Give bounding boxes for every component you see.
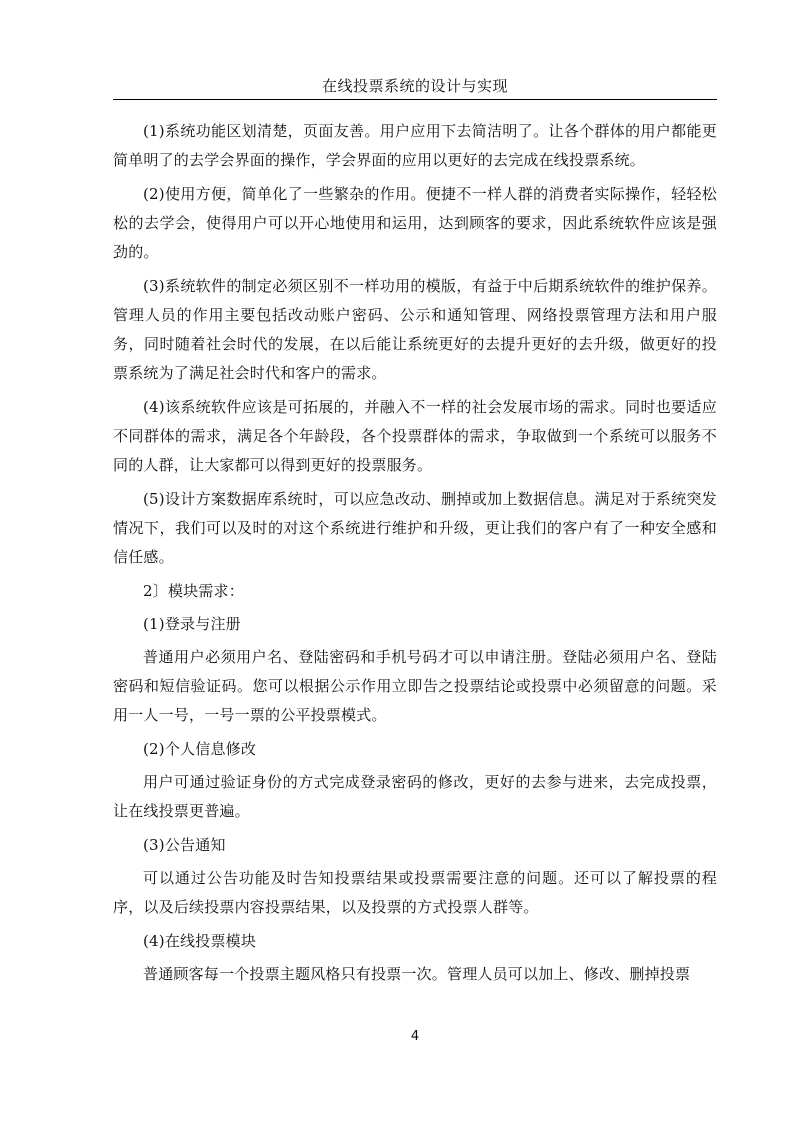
paragraph-req-4: (4)该系统软件应该是可拓展的，并融入不一样的社会发展市场的需求。同时也要适应不同群体的需求，满足各个年龄段，各个投票群体的需求，争取做到一个系统可以服务不同的人群，让大家都可以得到更好的投票服务。 [113,398,717,474]
paragraph-login-register: 普通用户必须用户名、登陆密码和手机号码才可以申请注册。登陆必须用户名、登陆密码和短信验证码。您可以根据公示作用立即告之投票结论或投票中必须留意的问题。采用一人一号，一号一票的公平投票模式。 [113,648,717,724]
page-number: 4 [410,1029,420,1044]
paragraph-req-5: (5)设计方案数据库系统时，可以应急改动、删掉或加上数据信息。满足对于系统突发情况下，我们可以及时的对这个系统进行维护和升级，更让我们的客户有了一种安全感和信任感。 [113,490,717,566]
paragraph-req-3: (3)系统软件的制定必须区别不一样功用的模版，有益于中后期系统软件的维护保养。管理人员的作用主要包括改动账户密码、公示和通知管理、网络投票管理方法和用户服务，同时随着社会时代的发展，在以后能让系统更好的去提升更好的去升级，做更好的投票系统为了满足社会时代和客户的需求。 [113,277,717,382]
paragraph-profile-edit: 用户可通过验证身份的方式完成登录密码的修改，更好的去参与进来，去完成投票，让在线投票更普遍。 [113,773,717,820]
header-rule [113,99,717,100]
paragraph-req-2: (2)使用方便，简单化了一些繁杂的作用。便捷不一样人群的消费者实际操作，轻轻松松的去学会，使得用户可以开心地使用和运用，达到顾客的要求，因此系统软件应该是强劲的。 [113,185,717,261]
running-header: 在线投票系统的设计与实现 [321,77,508,95]
paragraph-online-voting: 普通顾客每一个投票主题风格只有投票一次。管理人员可以加上、修改、删掉投票 [143,965,691,983]
subheading-login-register: (1)登录与注册 [143,615,241,633]
body-text [113,117,717,994]
paragraph-req-1: (1)系统功能区划清楚，页面友善。用户应用下去简洁明了。让各个群体的用户都能更简单明了的去学会界面的操作，学会界面的应用以更好的去完成在线投票系统。 [113,122,717,169]
subheading-announcements: (3)公告通知 [143,836,226,854]
subheading-online-voting: (4)在线投票模块 [143,932,257,950]
paragraph-announcements: 可以通过公告功能及时告知投票结果或投票需要注意的问题。还可以了解投票的程序，以及后续投票内容投票结果，以及投票的方式投票人群等。 [113,869,717,916]
subheading-profile-edit: (2)个人信息修改 [143,740,257,758]
section-heading-module-requirements: 2〕模块需求： [143,582,244,600]
